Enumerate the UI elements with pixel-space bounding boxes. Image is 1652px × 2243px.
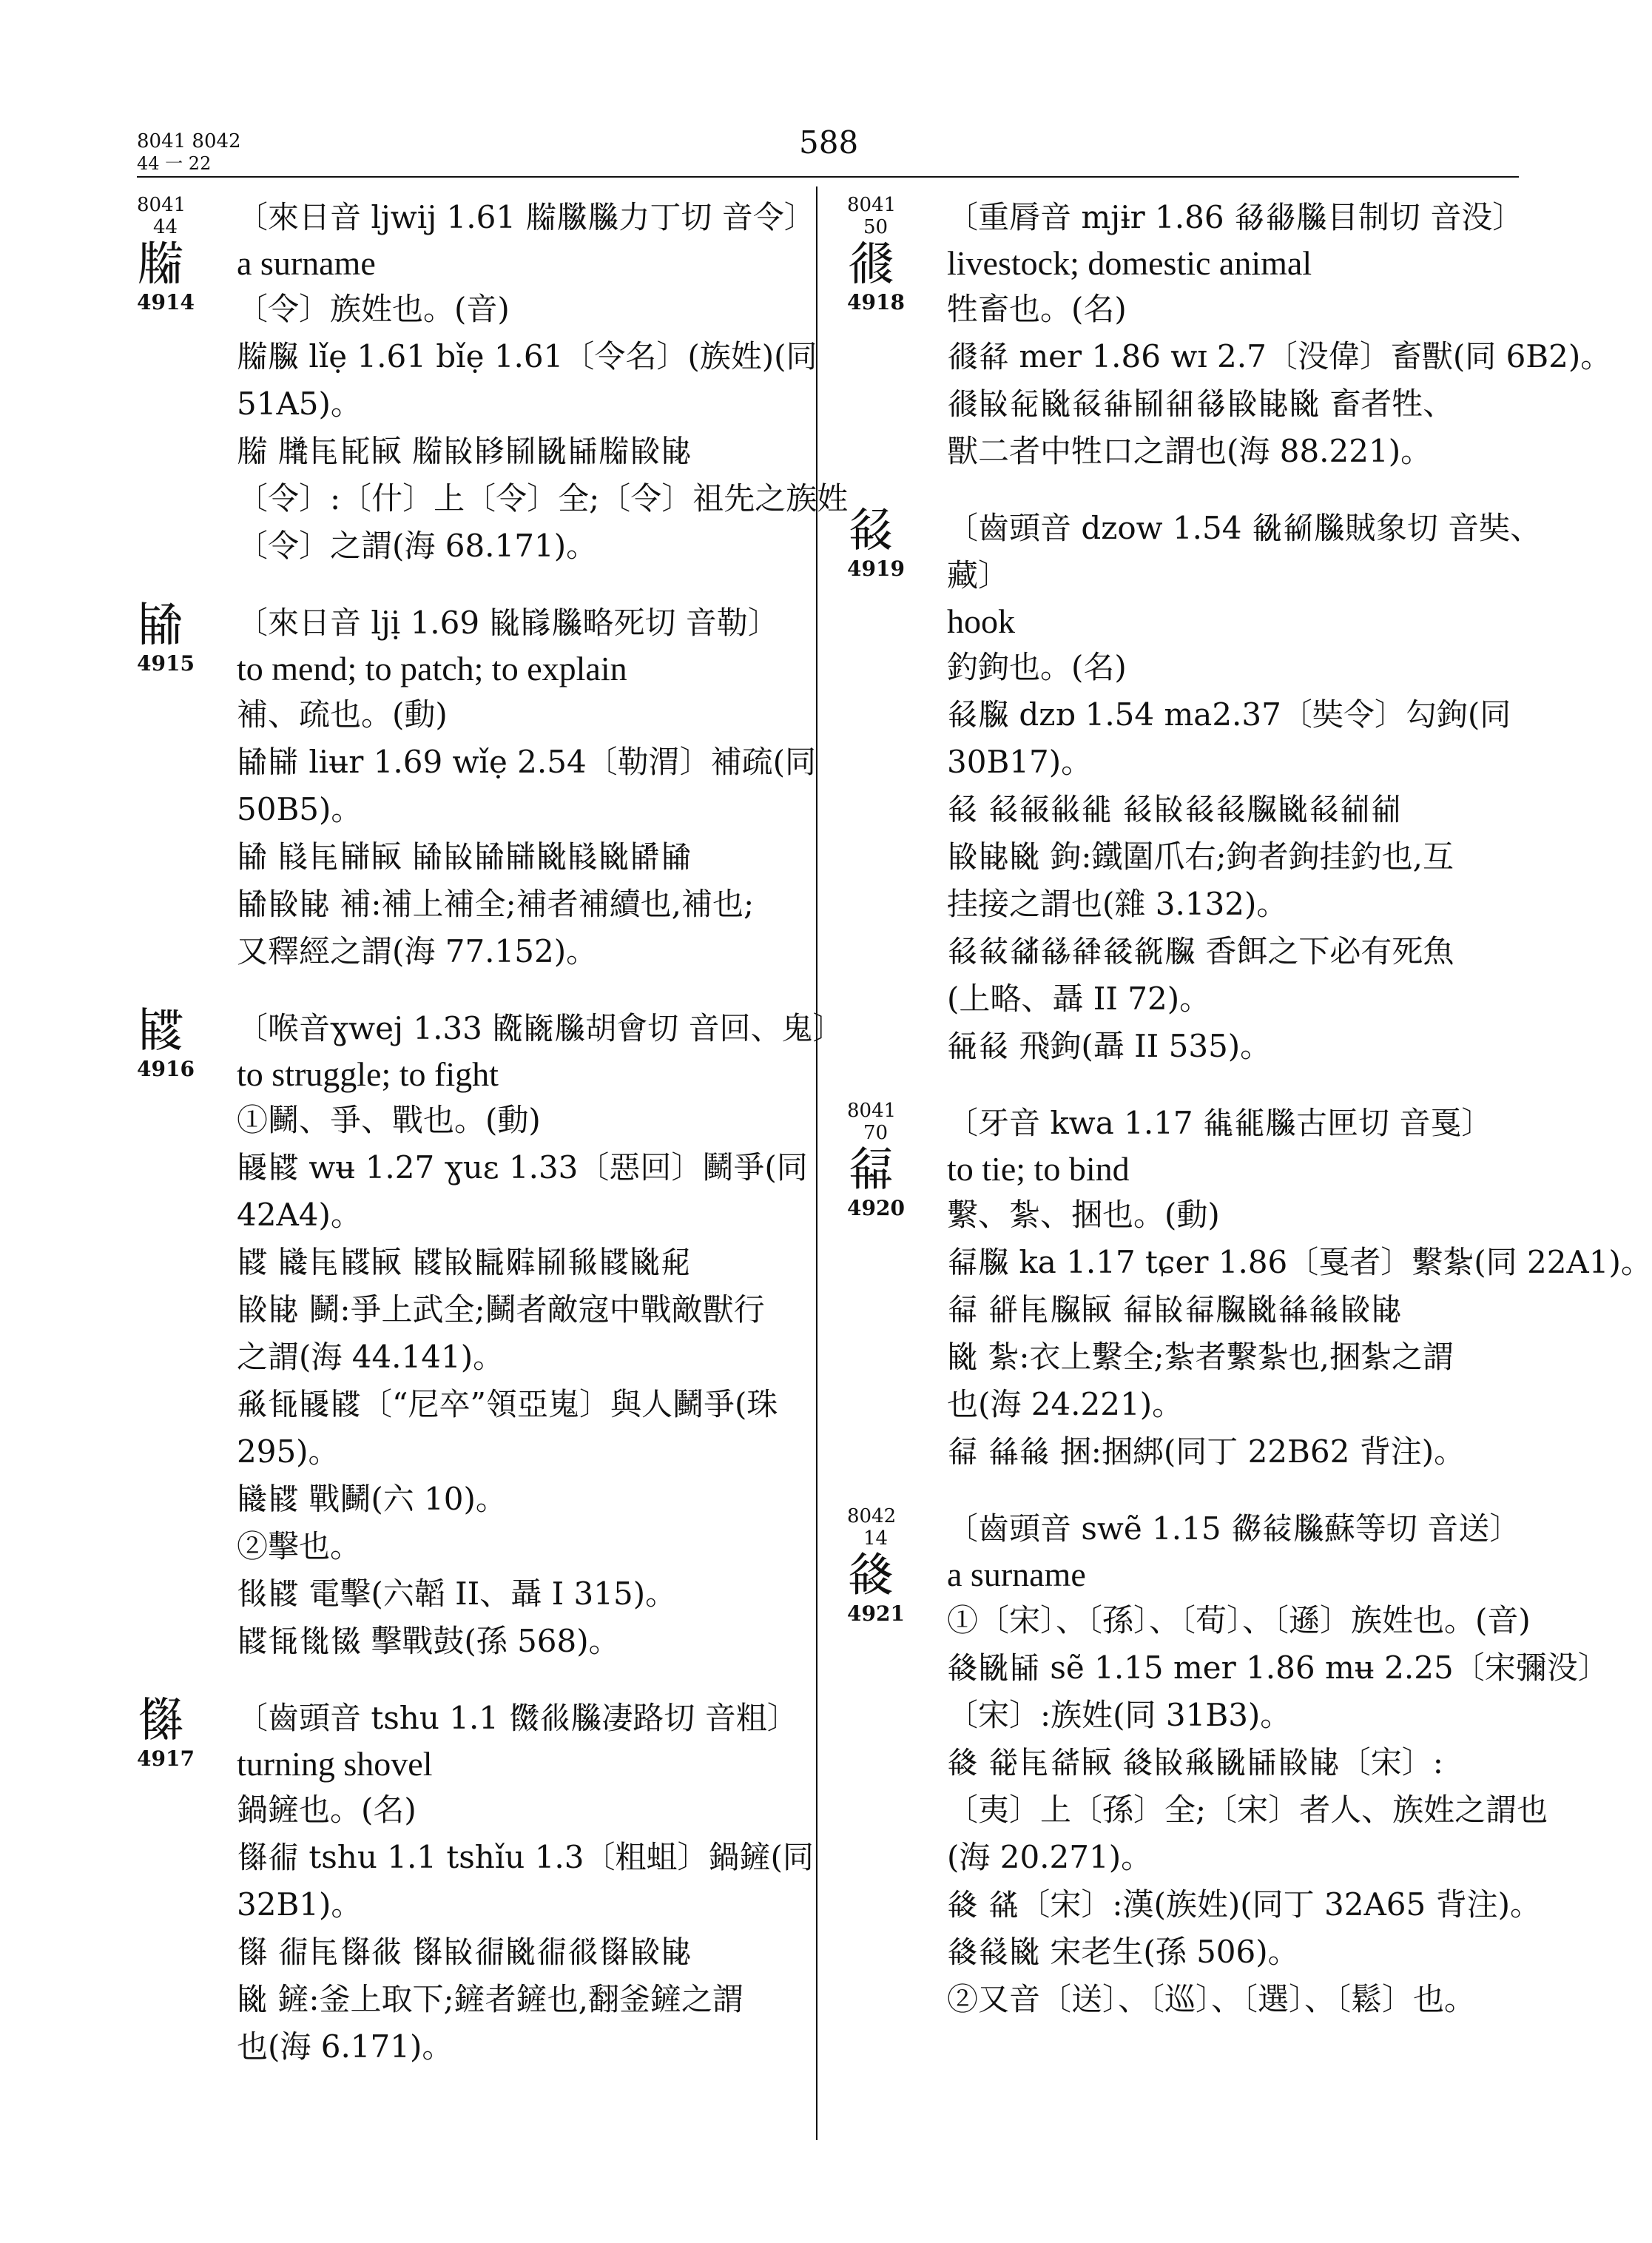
headword-glyph: 𗺱 bbox=[847, 1548, 894, 1603]
entry-line: 鍋鏟也。(名) bbox=[237, 1792, 417, 1828]
entry-index-number: 4920 bbox=[847, 1196, 905, 1220]
entry-line: 補、疏也。(動) bbox=[237, 696, 448, 733]
entry-line: 𗺝𗹫 dzɒ 1.54 ma2.37〔奘令〕勾鉤(同 bbox=[947, 696, 1511, 733]
entry-gutter bbox=[137, 194, 226, 315]
dictionary-entry bbox=[137, 1693, 814, 2071]
entry-line: 挂接之謂也(雜 3.132)。 bbox=[947, 886, 1288, 922]
entry-line: 繫、紮、捆也。(動) bbox=[947, 1197, 1220, 1233]
entry-line: 51A5)。 bbox=[237, 386, 362, 422]
entry-index-number: 4915 bbox=[137, 651, 195, 676]
page-number: 588 bbox=[799, 124, 859, 161]
entry-line: 32B1)。 bbox=[237, 1886, 363, 1923]
left-column bbox=[137, 194, 849, 2100]
entry-line: 𗹼 鏟:釜上取下;鏟者鏟也,翻釜鏟之謂 bbox=[237, 1981, 744, 2017]
entry-line: 也(海 24.221)。 bbox=[947, 1386, 1184, 1422]
entry-line: 42A4)。 bbox=[237, 1197, 362, 1233]
entry-line: ②又音〔送〕、〔巡〕、〔選〕、〔鬆〕也。 bbox=[947, 1981, 1476, 2017]
entry-line: 𗺫𗹫 ka 1.17 tɕer 1.86〔戛者〕繫紮(同 22A1)。 bbox=[947, 1244, 1652, 1280]
entry-line: (上略、聶 II 72)。 bbox=[947, 981, 1211, 1017]
entry-line: 295)。 bbox=[237, 1433, 340, 1470]
entry-line: 𗺱 𗺶〔宋〕:漢(族姓)(同丁 32A65 背注)。 bbox=[947, 1886, 1541, 1923]
entry-line: 〔牙音 kwa 1.17 𗺬𗺭𗹪古匣切 音戛〕 bbox=[947, 1105, 1493, 1141]
entry-index-number: 4921 bbox=[847, 1601, 905, 1626]
entry-line: 𗹼 紮:衣上繫全;紮者繫紮也,捆紮之謂 bbox=[947, 1339, 1454, 1375]
entry-line: 〔令〕之謂(海 68.171)。 bbox=[237, 528, 598, 564]
entry-line: 𗹷 𗹻𗹭𗹺𗹯 𗹷𗹰𗹷𗹺𗹼𗹻𗹼𗹽𗹾 bbox=[237, 838, 692, 875]
entry-index-number: 4918 bbox=[847, 290, 905, 315]
entry-line: 〔重脣音 mjɨr 1.86 𗺕𗺖𗹪目制切 音没〕 bbox=[947, 199, 1524, 235]
headword-glyph: 𗺫 bbox=[847, 1143, 894, 1197]
english-gloss: to mend; to patch; to explain bbox=[237, 650, 627, 687]
entry-gutter bbox=[137, 1005, 226, 1081]
dictionary-entry bbox=[137, 194, 849, 570]
entry-line: 𗹵𗹶 鬭:爭上武全;鬭者敵寇中戰敵獸行 bbox=[237, 1291, 765, 1328]
dictionary-entry bbox=[847, 1100, 1652, 1476]
entry-line: 𗺫 𗺯𗺰 捆:捆綁(同丁 22B62 背注)。 bbox=[947, 1433, 1466, 1470]
dictionary-entry bbox=[137, 1003, 844, 1665]
entry-line: 〔喉音ɣwej 1.33 𗺀𗺁𗹪胡會切 音回、鬼〕 bbox=[237, 1010, 844, 1046]
entry-line: 藏〕 bbox=[947, 557, 1010, 593]
page-header-codes bbox=[137, 130, 241, 175]
entry-line: 𗹿𗺋𗺌𗺍 擊戰鼓(孫 568)。 bbox=[237, 1623, 620, 1659]
entry-line: 𗺱𗹳𗹴 sẽ 1.15 mer 1.86 mʉ 2.25〔宋彌没〕 bbox=[947, 1650, 1609, 1686]
entry-line: 〔來日音 ljị 1.69 𗹸𗹹𗹪略死切 音勒〕 bbox=[237, 605, 779, 641]
entry-line: 釣鉤也。(名) bbox=[947, 649, 1127, 685]
entry-line: 𗺂𗹿 wʉ 1.27 ɣuɛ 1.33〔惡回〕鬭爭(同 bbox=[237, 1149, 808, 1186]
entry-line: 〔齒頭音 dzow 1.54 𗺞𗺟𗹪賊象切 音奘、 bbox=[947, 510, 1542, 546]
entry-line: ①鬭、爭、戰也。(動) bbox=[237, 1102, 541, 1138]
column-divider bbox=[816, 186, 817, 2140]
english-gloss: to tie; to bind bbox=[947, 1150, 1130, 1188]
entry-line: 𗺔𗺗 mer 1.86 wɪ 2.7〔没偉〕畜獸(同 6B2)。 bbox=[947, 338, 1612, 374]
entry-line: 𗺫 𗺮𗹭𗹫𗹯 𗺫𗹰𗺫𗹫𗹼𗺯𗺰𗹵𗹶 bbox=[947, 1291, 1402, 1328]
header-code-range: 8041 8042 bbox=[137, 130, 241, 152]
headword-glyph: 𗺝 bbox=[847, 503, 894, 558]
entry-line: 50B5)。 bbox=[237, 791, 363, 827]
header-rule bbox=[137, 176, 1519, 178]
entry-line: 𗺱𗺷𗹼 宋老生(孫 506)。 bbox=[947, 1934, 1299, 1970]
right-column bbox=[847, 194, 1652, 2053]
entry-line: 〔來日音 ljwij 1.61 𗹨𗹩𗹪力丁切 音令〕 bbox=[237, 199, 815, 235]
entry-line: 𗺊𗹿 電擊(六韜 II、聶 I 315)。 bbox=[237, 1576, 677, 1612]
entry-gutter bbox=[847, 1505, 936, 1626]
english-gloss: a surname bbox=[947, 1556, 1086, 1593]
entry-line: 𗹵𗹶𗹼 鉤:鐵圍爪右;鉤者鉤挂釣也,互 bbox=[947, 838, 1454, 875]
entry-line: 𗺝 𗺝𗺠𗺡𗺢 𗺝𗹰𗺝𗺝𗹫𗹼𗺝𗺣𗺣 bbox=[947, 791, 1402, 827]
english-gloss: hook bbox=[947, 602, 1015, 640]
entry-index-number: 4916 bbox=[137, 1057, 195, 1081]
entry-line: 𗺔𗹰𗺘𗹼𗺙𗺚𗹲𗺛𗺜𗹵𗹶𗹼 畜者牲、 bbox=[947, 386, 1454, 422]
entry-line: 𗺎 𗺑𗹭𗺎𗺒 𗺎𗹰𗺑𗹼𗺑𗺓𗺎𗹵𗹶 bbox=[237, 1934, 692, 1970]
entry-gutter bbox=[137, 1695, 226, 1771]
entry-code-sub: 50 bbox=[863, 216, 889, 238]
entry-index-number: 4914 bbox=[137, 290, 195, 315]
entry-code: 8041 bbox=[137, 194, 186, 216]
entry-line: 之謂(海 44.141)。 bbox=[237, 1339, 505, 1375]
headword-glyph: 𗺎 bbox=[137, 1693, 184, 1748]
entry-line: 𗺃𗹿 戰鬭(六 10)。 bbox=[237, 1481, 507, 1517]
entry-line: ②擊也。 bbox=[237, 1528, 362, 1564]
entry-line: 𗹨𗹫 lǐẹ 1.61 bǐẹ 1.61〔令名〕(族姓)(同 bbox=[237, 338, 817, 374]
entry-code: 8041 bbox=[847, 1100, 897, 1122]
entry-code-sub: 44 bbox=[153, 216, 178, 238]
dictionary-entry bbox=[847, 503, 1542, 1070]
entry-line: ①〔宋〕、〔孫〕、〔荀〕、〔遜〕族姓也。(音) bbox=[947, 1602, 1531, 1638]
entry-code-sub: 14 bbox=[863, 1527, 889, 1550]
dictionary-entry bbox=[137, 598, 817, 975]
entry-line: 𗹨 𗹬𗹭𗹮𗹯 𗹨𗹰𗹱𗹲𗹳𗹴𗹨𗹵𗹶 bbox=[237, 433, 692, 469]
dictionary-entry bbox=[847, 1505, 1609, 2023]
entry-line: 〔令〕族姓也。(音) bbox=[237, 291, 510, 327]
english-gloss: to struggle; to fight bbox=[237, 1055, 499, 1093]
english-gloss: turning shovel bbox=[237, 1745, 433, 1783]
entry-gutter bbox=[847, 505, 936, 581]
headword-glyph: 𗹷 bbox=[137, 598, 184, 653]
entry-line: 𗺎𗺑 tshu 1.1 tshǐu 1.3〔粗蛆〕鍋鏟(同 bbox=[237, 1839, 814, 1875]
entry-gutter bbox=[847, 194, 936, 315]
entry-code-sub: 70 bbox=[863, 1122, 889, 1144]
entry-index-number: 4919 bbox=[847, 556, 905, 581]
header-code-sub: 44 一 22 bbox=[137, 153, 212, 174]
entry-code: 8041 bbox=[847, 194, 897, 216]
entry-gutter bbox=[137, 599, 226, 676]
headword-glyph: 𗹨 bbox=[137, 237, 184, 292]
entry-line: 〔齒頭音 swẽ 1.15 𗺲𗺳𗹪蘇等切 音送〕 bbox=[947, 1510, 1521, 1547]
entry-line: 𗹿 𗺃𗹭𗹿𗹯 𗹿𗹰𗺄𗺅𗹲𗺆𗹿𗹼𗺇 bbox=[237, 1244, 692, 1280]
entry-line: 〔齒頭音 tshu 1.1 𗺏𗺐𗹪凄路切 音粗〕 bbox=[237, 1700, 798, 1736]
headword-glyph: 𗹿 bbox=[137, 1003, 184, 1058]
entry-line: 𗹷𗹺 liʉr 1.69 wǐẹ 2.54〔勒渭〕補疏(同 bbox=[237, 744, 817, 780]
entry-line: 𗺱 𗺴𗹭𗺵𗹯 𗺱𗹰𗺈𗹳𗹴𗹵𗹶〔宋〕: bbox=[947, 1744, 1443, 1780]
entry-gutter bbox=[847, 1100, 936, 1220]
english-gloss: livestock; domestic animal bbox=[947, 244, 1312, 282]
entry-line: 也(海 6.171)。 bbox=[237, 2028, 454, 2065]
entry-line: 獸二者中牲口之謂也(海 88.221)。 bbox=[947, 433, 1432, 469]
entry-line: 〔夷〕上〔孫〕全;〔宋〕者人、族姓之謂也 bbox=[947, 1792, 1548, 1828]
entry-line: 〔宋〕:族姓(同 31B3)。 bbox=[947, 1697, 1292, 1733]
entry-code: 8042 bbox=[847, 1505, 897, 1527]
entry-line: 𗺝𗺤𗺥𗺦𗺧𗺨𗺩𗹫 香餌之下必有死魚 bbox=[947, 933, 1454, 969]
entry-line: 牲畜也。(名) bbox=[947, 291, 1127, 327]
entry-index-number: 4917 bbox=[137, 1746, 195, 1771]
entry-line: 30B17)。 bbox=[947, 744, 1093, 780]
dictionary-entry bbox=[847, 194, 1612, 475]
entry-line: (海 20.271)。 bbox=[947, 1839, 1153, 1875]
entry-line: 𗺪𗺝 飛鉤(聶 II 535)。 bbox=[947, 1028, 1272, 1064]
entry-line: 𗹷𗹵𗹶 補:補上補全;補者補續也,補也; bbox=[237, 886, 755, 922]
entry-line: 𗺈𗺉𗺂𗹿〔“尼卒”領亞嵬〕與人鬭爭(珠 bbox=[237, 1386, 778, 1422]
entry-line: 〔令〕:〔什〕上〔令〕全;〔令〕祖先之族姓 bbox=[237, 480, 849, 517]
headword-glyph: 𗺔 bbox=[847, 237, 894, 292]
english-gloss: a surname bbox=[237, 244, 376, 282]
entry-line: 又釋經之謂(海 77.152)。 bbox=[237, 933, 598, 969]
